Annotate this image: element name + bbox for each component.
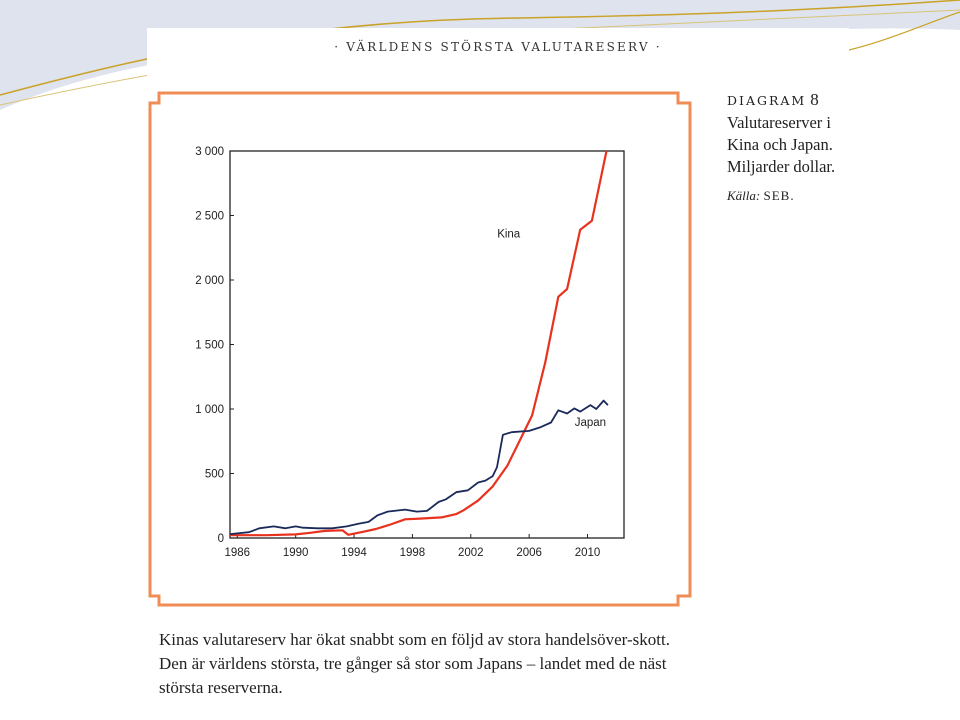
- y-axis: [195, 146, 234, 545]
- y-tick-label: 3 000: [195, 146, 224, 158]
- scanned-book-page: [147, 28, 849, 720]
- series-group: [230, 151, 608, 535]
- source-label: Källa:: [727, 188, 761, 203]
- diagram-caption: [727, 90, 867, 204]
- y-tick-label: 1 500: [195, 339, 224, 352]
- series-label-japan: Japan: [574, 416, 607, 429]
- x-tick-label: 2010: [574, 547, 601, 559]
- x-tick-label: 2002: [457, 547, 484, 559]
- x-tick-label: 1986: [224, 547, 251, 559]
- series-line-japan: [230, 401, 608, 534]
- y-tick-label: 2 000: [195, 275, 224, 287]
- y-tick-label: 2 500: [195, 210, 224, 223]
- x-tick-label: 1994: [341, 547, 367, 559]
- diagram-number: 8: [810, 90, 819, 109]
- chart-frame: [150, 93, 690, 605]
- series-label-kina: Kina: [497, 228, 521, 241]
- y-tick-label: 0: [217, 533, 224, 545]
- x-tick-label: 1998: [399, 547, 426, 559]
- body-paragraph: Kinas valutareserv har ökat snabbt som en följd av stora handelsöver-skott. Den är världens största, tre gånger så stor som Japans – landet med de näst största reserverna.: [159, 630, 670, 697]
- running-head: · VÄRLDENS STÖRSTA VALUTARESERV ·: [334, 40, 662, 54]
- x-tick-label: 1990: [282, 547, 309, 559]
- diagram-label: DIAGRAM: [727, 93, 807, 108]
- source-value: SEB.: [763, 188, 795, 203]
- diagram-description: Valutareserver i Kina och Japan. Miljarder dollar.: [727, 113, 836, 176]
- x-tick-label: 2006: [516, 547, 542, 559]
- y-tick-label: 500: [204, 468, 224, 481]
- plot-area: [230, 151, 624, 538]
- diagram-source: [727, 188, 867, 204]
- y-tick-label: 1 000: [195, 404, 224, 416]
- series-line-kina: [230, 151, 607, 535]
- chart-figure: [147, 90, 707, 635]
